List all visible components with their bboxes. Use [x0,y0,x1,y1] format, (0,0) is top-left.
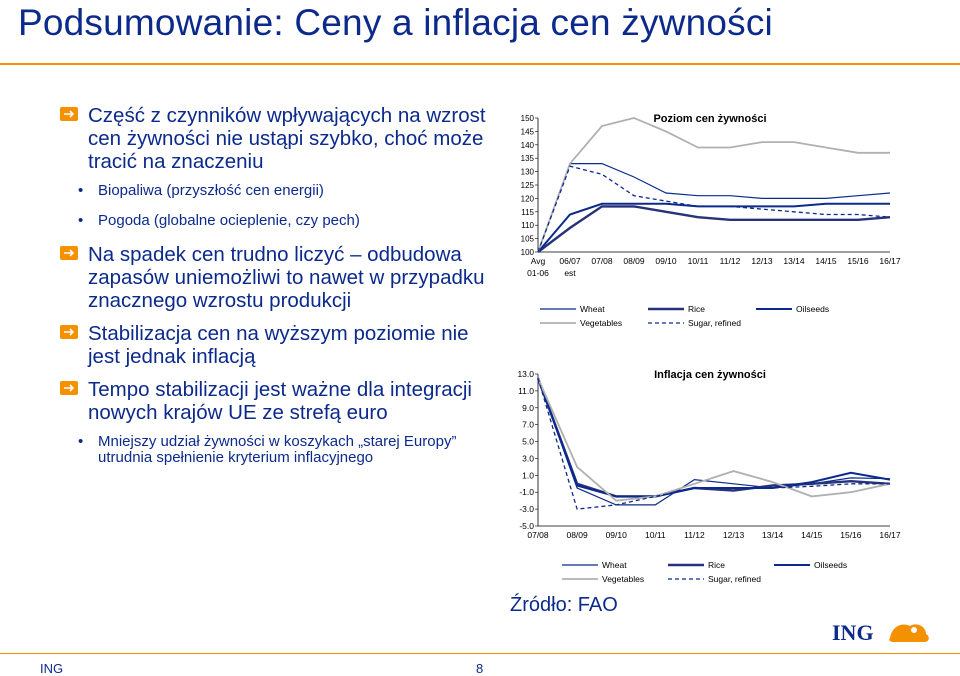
price-level-chart [500,104,955,334]
y-tick-label: 105 [520,234,534,244]
x-tick-label: 09/10 [655,256,677,266]
sub-item: • Biopaliwa (przyszłość cen energii) [60,183,500,199]
sub-list [60,183,500,229]
x-tick-label: 12/13 [751,256,773,266]
series-line-vegetables [538,118,890,252]
y-tick-label: 140 [520,140,534,150]
x-tick-label: 16/17 [879,530,901,540]
title-divider [0,63,960,65]
y-tick-label: 135 [520,154,534,164]
x-tick-label: 08/09 [623,256,645,266]
legend-label: Rice [708,560,726,570]
page-number: 8 [476,661,484,676]
y-tick-label: 145 [520,127,534,137]
sub-item: • Mniejszy udział żywności w koszykach „starej Europy” utrudnia spełnienie kryterium inflacyjnego [60,434,500,466]
y-tick-label: 9.0 [522,402,534,413]
legend-label: Vegetables [580,318,623,328]
bullet-list [60,104,500,480]
slide-title: Podsumowanie: Ceny a inflacja cen żywności [18,2,773,43]
series-line-sugar-refined [538,166,890,252]
arrow-bullet-icon [60,107,78,121]
y-tick-label: -1.0 [519,487,534,498]
legend-label: Sugar, refined [708,574,761,584]
x-tick-label: 13/14 [783,256,805,266]
legend-label: Oilseeds [814,560,848,570]
x-tick-label: 10/11 [687,256,709,266]
x-tick-label: 15/16 [840,530,862,540]
y-tick-label: 150 [520,114,534,123]
x-tick-label: 16/17 [879,256,901,266]
x-tick-label: 14/15 [801,530,823,540]
bullet-item [60,243,500,312]
bullet-text: Część z czynników wpływających na wzrost cen żywności nie ustąpi szybko, choć może tracić na znaczeniu [88,104,486,173]
x-tick-label: 09/10 [605,530,627,540]
bullet-text: Tempo stabilizacji jest ważne dla integracji nowych krajów UE ze strefą euro [88,378,472,424]
bullet-text: Stabilizacja cen na wyższym poziomie nie jest jednak inflacją [88,322,469,368]
x-tick-label: Avg 01-06 [527,256,549,278]
y-tick-label: 100 [520,248,534,257]
arrow-bullet-icon [60,246,78,260]
y-tick-label: 13.0 [517,369,534,379]
bullet-item [60,378,500,424]
ing-logo [830,616,940,648]
chart-title: Inflacja cen żywności [654,369,766,381]
legend-label: Oilseeds [796,304,830,314]
bullet-text: Na spadek cen trudno liczyć – odbudowa zapasów uniemożliwi to nawet w przypadku znacznego wzrostu produkcji [88,243,485,312]
food-inflation-chart [500,362,955,590]
bullet-item [60,322,500,368]
legend-label: Vegetables [602,574,645,584]
bullet-item [60,104,500,173]
legend-label: Rice [688,304,706,314]
y-tick-label: 11.0 [518,385,534,396]
legend-label: Wheat [580,304,605,314]
chart-title: Poziom cen żywności [653,113,767,125]
x-tick-label: 15/16 [847,256,869,266]
series-line-oilseeds [538,204,890,252]
x-tick-label: 12/13 [722,530,745,540]
legend-label: Wheat [602,560,627,570]
arrow-bullet-icon [60,381,78,395]
y-tick-label: 7.0 [522,419,534,430]
sub-item: • Pogoda (globalne ocieplenie, czy pech) [60,213,500,229]
series-line-rice [538,206,890,252]
y-tick-label: -5.0 [519,521,534,531]
y-tick-label: 1.0 [522,470,534,481]
x-tick-label: 11/12 [684,530,705,540]
arrow-bullet-icon [60,325,78,339]
y-tick-label: 115 [521,207,534,217]
x-tick-label: 08/09 [566,530,588,540]
x-tick-label: 14/15 [815,256,837,266]
source-note: Źródło: FAO [510,594,618,616]
x-tick-label: 07/08 [527,530,549,540]
x-tick-label: 10/11 [645,530,666,540]
y-tick-label: 5.0 [522,436,534,447]
footer-brand: ING [40,661,64,676]
y-tick-label: 125 [520,181,534,190]
y-tick-label: 120 [520,194,534,204]
lion-icon [889,624,929,642]
x-tick-label: 06/07 est [559,256,581,278]
footer-divider [0,653,960,654]
x-tick-label: 11/12 [719,256,741,266]
legend-label: Sugar, refined [688,318,741,328]
series-line-wheat [538,378,890,505]
x-tick-label: 13/14 [762,530,784,540]
sub-list [60,434,500,466]
y-tick-label: 130 [520,167,534,177]
y-tick-label: -3.0 [519,504,534,515]
y-tick-label: 110 [521,221,534,231]
x-tick-label: 07/08 [591,256,613,266]
y-tick-label: 3.0 [522,453,534,464]
logo-text: ING [832,620,874,645]
